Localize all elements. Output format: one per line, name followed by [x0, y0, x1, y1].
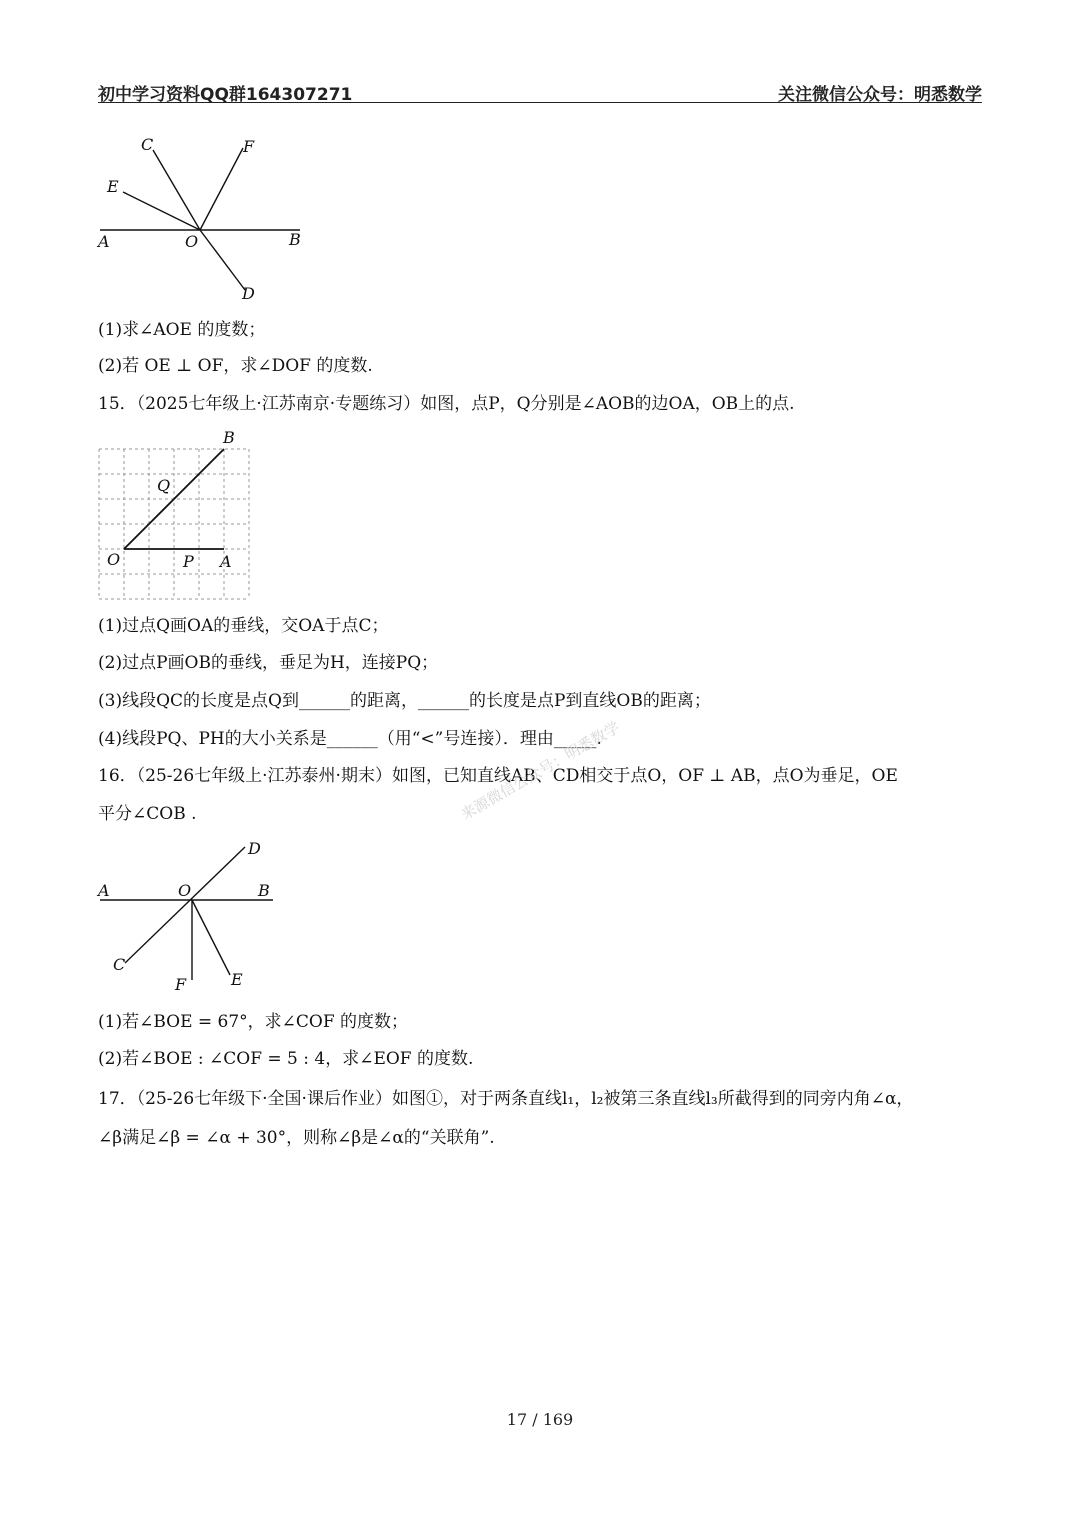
label-o: O — [185, 232, 199, 251]
page-header — [98, 78, 982, 103]
label-c: C — [141, 135, 154, 154]
problem15-intro: 15．（2025七年级上·江苏南京·专题练习）如图，点P，Q分别是∠AOB的边OA，OB上的点. — [98, 394, 795, 414]
problem14-q1: (1)求∠AOE 的度数； — [98, 320, 266, 340]
figure-problem14 — [95, 130, 315, 310]
label-b: B — [223, 428, 235, 447]
label-o: O — [178, 881, 192, 900]
label-d: D — [242, 284, 255, 303]
figure-problem16 — [95, 835, 285, 1000]
header-left-text: 初中学习资料QQ群164307271 — [98, 85, 353, 105]
figure-problem15 — [95, 425, 265, 605]
label-e: E — [231, 970, 243, 989]
problem15-q4: (4)线段PQ、PH的大小关系是______（用“<”号连接）．理由_____. — [98, 729, 602, 749]
problem16-q1: (1)若∠BOE = 67°，求∠COF 的度数； — [98, 1012, 409, 1032]
line-cd — [125, 847, 245, 963]
problem16-q2: (2)若∠BOE : ∠COF = 5 : 4，求∠EOF 的度数. — [98, 1049, 474, 1069]
label-a: A — [98, 232, 110, 251]
label-b: B — [289, 230, 301, 249]
watermark-text: 来源微信公众号：明悉数学 — [457, 718, 623, 824]
label-q: Q — [157, 476, 171, 495]
ray-od — [200, 230, 245, 290]
problem16-intro-line1: 16．（25-26七年级上·江苏泰州·期末）如图，已知直线AB、CD相交于点O，OF ⊥ AB，点O为垂足，OE — [98, 766, 898, 786]
label-a: A — [220, 552, 232, 571]
problem16-intro-line2: 平分∠COB . — [98, 804, 197, 824]
ray-oe — [192, 900, 230, 975]
label-o: O — [107, 550, 121, 569]
problem15-q1: (1)过点Q画OA的垂线，交OA于点C； — [98, 616, 389, 636]
ray-of — [200, 148, 243, 230]
label-b: B — [258, 881, 270, 900]
label-e: E — [107, 177, 119, 196]
header-right-text: 关注微信公众号：明悉数学 — [778, 85, 982, 105]
label-f: F — [175, 975, 187, 994]
page-number: 17 / 169 — [506, 1410, 574, 1429]
label-d: D — [248, 839, 261, 858]
problem14-q2: (2)若 OE ⊥ OF，求∠DOF 的度数. — [98, 356, 373, 376]
problem15-q3: (3)线段QC的长度是点Q到______的距离，______的长度是点P到直线OB的距离； — [98, 691, 711, 711]
label-f: F — [243, 137, 255, 156]
label-c: C — [113, 955, 126, 974]
problem17-line2: ∠β满足∠β = ∠α + 30°，则称∠β是∠α的“关联角”. — [98, 1128, 495, 1148]
label-a: A — [98, 881, 110, 900]
problem17-line1: 17．（25-26七年级下·全国·课后作业）如图①，对于两条直线l₁，l₂被第三条直线l₃所截得到的同旁内角∠α， — [98, 1089, 914, 1109]
problem15-q2: (2)过点P画OB的垂线，垂足为H，连接PQ； — [98, 653, 439, 673]
label-p: P — [183, 552, 194, 571]
